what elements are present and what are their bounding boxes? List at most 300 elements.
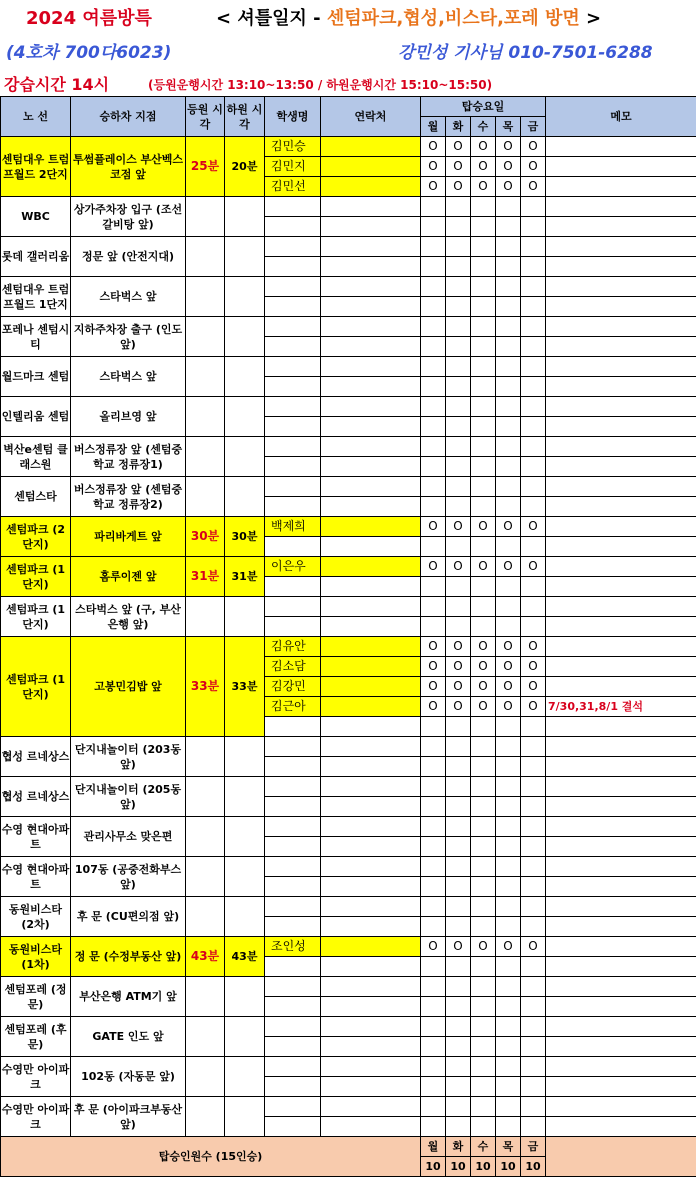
student-name-cell[interactable]: 김소담 <box>265 657 321 677</box>
day-cell <box>421 417 446 437</box>
contact-cell[interactable] <box>321 457 421 477</box>
stop-cell: 부산은행 ATM기 앞 <box>71 977 186 1017</box>
contact-cell[interactable] <box>321 517 421 537</box>
memo-cell[interactable] <box>546 477 696 497</box>
dropoff-time-cell: 30분 <box>225 517 265 557</box>
table-row <box>1 437 696 457</box>
dropoff-time-cell <box>225 277 265 317</box>
day-cell <box>421 757 446 777</box>
day-cell <box>421 617 446 637</box>
day-cell <box>471 757 496 777</box>
day-cell <box>521 997 546 1017</box>
day-cell <box>446 577 471 597</box>
memo-cell[interactable] <box>546 217 696 237</box>
day-cell <box>496 1097 521 1117</box>
student-name-cell[interactable]: 이은우 <box>265 557 321 577</box>
route-cell: 동원비스타 (1차) <box>1 937 71 977</box>
memo-cell[interactable] <box>546 877 696 897</box>
student-name-cell[interactable] <box>265 1077 321 1097</box>
day-cell <box>471 197 496 217</box>
contact-cell[interactable] <box>321 677 421 697</box>
summary-count: 10 <box>471 1157 496 1177</box>
contact-cell[interactable] <box>321 777 421 797</box>
student-name-cell[interactable] <box>265 817 321 837</box>
stop-cell: 고봉민김밥 앞 <box>71 637 186 737</box>
student-name-cell[interactable]: 김민선 <box>265 177 321 197</box>
memo-cell[interactable] <box>546 1017 696 1037</box>
memo-cell[interactable] <box>546 617 696 637</box>
student-name-cell[interactable] <box>265 277 321 297</box>
student-name-cell[interactable] <box>265 377 321 397</box>
day-cell: O <box>521 557 546 577</box>
summary-day: 수 <box>471 1137 496 1157</box>
student-name-cell[interactable] <box>265 497 321 517</box>
day-cell <box>471 897 496 917</box>
dropoff-time-cell <box>225 737 265 777</box>
dropoff-time-cell <box>225 1097 265 1137</box>
student-name-cell[interactable] <box>265 957 321 977</box>
day-cell <box>446 217 471 237</box>
contact-cell[interactable] <box>321 297 421 317</box>
student-name-cell[interactable] <box>265 477 321 497</box>
memo-cell[interactable] <box>546 917 696 937</box>
dropoff-time-cell <box>225 1057 265 1097</box>
contact-cell[interactable] <box>321 1037 421 1057</box>
memo-cell[interactable] <box>546 237 696 257</box>
day-cell <box>496 817 521 837</box>
memo-cell[interactable] <box>546 337 696 357</box>
memo-cell[interactable] <box>546 417 696 437</box>
col-day-fri: 금 <box>521 117 546 137</box>
memo-cell[interactable] <box>546 997 696 1017</box>
student-name-cell[interactable] <box>265 1037 321 1057</box>
day-cell <box>446 237 471 257</box>
contact-cell[interactable] <box>321 537 421 557</box>
student-name-cell[interactable] <box>265 237 321 257</box>
memo-cell[interactable] <box>546 657 696 677</box>
contact-cell[interactable] <box>321 757 421 777</box>
day-cell <box>446 857 471 877</box>
stop-cell: 단지내놀이터 (203동 앞) <box>71 737 186 777</box>
memo-cell[interactable] <box>546 437 696 457</box>
document-header <box>0 0 696 96</box>
contact-cell[interactable] <box>321 237 421 257</box>
student-name-cell[interactable] <box>265 437 321 457</box>
student-name-cell[interactable] <box>265 617 321 637</box>
day-cell <box>446 957 471 977</box>
contact-cell[interactable] <box>321 577 421 597</box>
student-name-cell[interactable] <box>265 417 321 437</box>
contact-cell[interactable] <box>321 477 421 497</box>
contact-cell[interactable] <box>321 1057 421 1077</box>
student-name-cell[interactable] <box>265 577 321 597</box>
day-cell <box>521 257 546 277</box>
memo-cell[interactable] <box>546 1117 696 1137</box>
contact-cell[interactable] <box>321 717 421 737</box>
student-name-cell[interactable] <box>265 537 321 557</box>
memo-cell[interactable] <box>546 817 696 837</box>
day-cell <box>521 757 546 777</box>
contact-cell[interactable] <box>321 1117 421 1137</box>
day-cell <box>446 357 471 377</box>
memo-cell[interactable] <box>546 457 696 477</box>
contact-cell[interactable] <box>321 217 421 237</box>
pickup-time-cell <box>186 357 225 397</box>
route-cell: 롯데 갤러리움 <box>1 237 71 277</box>
contact-cell[interactable] <box>321 917 421 937</box>
day-cell <box>446 277 471 297</box>
dropoff-time-cell <box>225 357 265 397</box>
memo-cell[interactable] <box>546 757 696 777</box>
document-title: 2024 여름방특 <box>26 8 152 29</box>
day-cell <box>521 1117 546 1137</box>
contact-cell[interactable] <box>321 857 421 877</box>
col-memo: 메모 <box>546 97 696 137</box>
contact-cell[interactable] <box>321 977 421 997</box>
memo-cell[interactable] <box>546 717 696 737</box>
day-cell: O <box>471 657 496 677</box>
day-cell <box>446 737 471 757</box>
student-name-cell[interactable] <box>265 757 321 777</box>
day-cell: O <box>446 517 471 537</box>
day-cell <box>471 477 496 497</box>
col-day-mon: 월 <box>421 117 446 137</box>
driver-info: 강민성 기사님 010-7501-6288 <box>398 43 653 63</box>
memo-cell[interactable] <box>546 857 696 877</box>
day-cell <box>521 597 546 617</box>
contact-cell[interactable] <box>321 157 421 177</box>
memo-cell[interactable] <box>546 577 696 597</box>
student-name-cell[interactable]: 김근아 <box>265 697 321 717</box>
day-cell: O <box>496 677 521 697</box>
contact-cell[interactable] <box>321 377 421 397</box>
student-name-cell[interactable] <box>265 917 321 937</box>
dropoff-time-cell: 33분 <box>225 637 265 737</box>
day-cell <box>496 237 521 257</box>
day-cell <box>471 437 496 457</box>
day-cell <box>446 297 471 317</box>
day-cell <box>421 1017 446 1037</box>
table-row <box>1 197 696 217</box>
day-cell <box>446 1117 471 1137</box>
memo-cell[interactable] <box>546 1077 696 1097</box>
memo-cell[interactable] <box>546 277 696 297</box>
memo-cell[interactable] <box>546 497 696 517</box>
route-cell: WBC <box>1 197 71 237</box>
contact-cell[interactable] <box>321 417 421 437</box>
contact-cell[interactable] <box>321 697 421 717</box>
contact-cell[interactable] <box>321 997 421 1017</box>
table-row <box>1 817 696 837</box>
day-cell: O <box>521 657 546 677</box>
day-cell <box>421 397 446 417</box>
summary-memo <box>546 1137 696 1177</box>
day-cell: O <box>471 157 496 177</box>
contact-cell[interactable] <box>321 257 421 277</box>
student-name-cell[interactable]: 백제희 <box>265 517 321 537</box>
day-cell <box>421 877 446 897</box>
day-cell <box>471 497 496 517</box>
student-name-cell[interactable] <box>265 317 321 337</box>
day-cell <box>521 377 546 397</box>
memo-cell[interactable] <box>546 377 696 397</box>
memo-cell[interactable] <box>546 677 696 697</box>
pickup-time-cell: 43분 <box>186 937 225 977</box>
day-cell <box>471 837 496 857</box>
day-cell <box>521 897 546 917</box>
summary-count: 10 <box>496 1157 521 1177</box>
table-row <box>1 597 696 617</box>
contact-cell[interactable] <box>321 177 421 197</box>
memo-cell[interactable] <box>546 357 696 377</box>
day-cell <box>446 837 471 857</box>
student-name-cell[interactable] <box>265 997 321 1017</box>
day-cell <box>446 917 471 937</box>
day-cell: O <box>471 557 496 577</box>
dropoff-time-cell <box>225 397 265 437</box>
day-cell: O <box>496 657 521 677</box>
day-cell <box>421 577 446 597</box>
day-cell <box>471 317 496 337</box>
memo-cell[interactable] <box>546 557 696 577</box>
day-cell <box>521 617 546 637</box>
contact-cell[interactable] <box>321 617 421 637</box>
table-row <box>1 1017 696 1037</box>
memo-cell[interactable] <box>546 317 696 337</box>
shuttle-suffix: > <box>579 8 602 29</box>
student-name-cell[interactable] <box>265 797 321 817</box>
student-name-cell[interactable] <box>265 1117 321 1137</box>
memo-cell[interactable] <box>546 177 696 197</box>
student-name-cell[interactable] <box>265 737 321 757</box>
contact-cell[interactable] <box>321 657 421 677</box>
stop-cell: 정 문 (수정부동산 앞) <box>71 937 186 977</box>
day-cell <box>471 957 496 977</box>
student-name-cell[interactable] <box>265 1017 321 1037</box>
day-cell: O <box>446 157 471 177</box>
contact-cell[interactable] <box>321 557 421 577</box>
day-cell: O <box>471 637 496 657</box>
memo-cell[interactable] <box>546 737 696 757</box>
stop-cell: 후 문 (CU편의점 앞) <box>71 897 186 937</box>
day-cell <box>446 1057 471 1077</box>
memo-cell[interactable] <box>546 977 696 997</box>
day-cell <box>496 337 521 357</box>
day-cell: O <box>471 517 496 537</box>
day-cell: O <box>521 177 546 197</box>
day-cell <box>421 717 446 737</box>
contact-cell[interactable] <box>321 137 421 157</box>
day-cell <box>521 917 546 937</box>
contact-cell[interactable] <box>321 357 421 377</box>
contact-cell[interactable] <box>321 1017 421 1037</box>
day-cell <box>471 1037 496 1057</box>
memo-cell[interactable] <box>546 137 696 157</box>
day-cell <box>496 257 521 277</box>
contact-cell[interactable] <box>321 797 421 817</box>
memo-cell[interactable] <box>546 397 696 417</box>
route-cell: 포레나 센텀시티 <box>1 317 71 357</box>
contact-cell[interactable] <box>321 437 421 457</box>
day-cell <box>496 1017 521 1037</box>
memo-cell[interactable] <box>546 1057 696 1077</box>
student-name-cell[interactable] <box>265 837 321 857</box>
contact-cell[interactable] <box>321 597 421 617</box>
day-cell <box>421 1057 446 1077</box>
table-row <box>1 477 696 497</box>
contact-cell[interactable] <box>321 1097 421 1117</box>
day-cell <box>446 877 471 897</box>
pickup-time-cell <box>186 437 225 477</box>
memo-cell[interactable] <box>546 897 696 917</box>
memo-cell[interactable] <box>546 797 696 817</box>
memo-cell[interactable] <box>546 837 696 857</box>
student-name-cell[interactable] <box>265 1057 321 1077</box>
stop-cell: 관리사무소 맞은편 <box>71 817 186 857</box>
day-cell <box>446 1037 471 1057</box>
route-cell: 센텀파크 (1단지) <box>1 637 71 737</box>
day-cell <box>471 217 496 237</box>
day-cell <box>521 437 546 457</box>
student-name-cell[interactable]: 김민승 <box>265 137 321 157</box>
contact-cell[interactable] <box>321 877 421 897</box>
pickup-time-cell <box>186 597 225 637</box>
memo-cell[interactable] <box>546 157 696 177</box>
contact-cell[interactable] <box>321 897 421 917</box>
day-cell <box>446 1097 471 1117</box>
contact-cell[interactable] <box>321 277 421 297</box>
day-cell <box>496 717 521 737</box>
contact-cell[interactable] <box>321 937 421 957</box>
contact-cell[interactable] <box>321 197 421 217</box>
pickup-time-cell: 31분 <box>186 557 225 597</box>
day-cell: O <box>471 137 496 157</box>
memo-cell[interactable]: 7/30,31,8/1 결석 <box>546 697 696 717</box>
student-name-cell[interactable] <box>265 977 321 997</box>
contact-cell[interactable] <box>321 957 421 977</box>
pickup-time-cell <box>186 1057 225 1097</box>
memo-cell[interactable] <box>546 197 696 217</box>
student-name-cell[interactable] <box>265 717 321 737</box>
memo-cell[interactable] <box>546 1037 696 1057</box>
contact-cell[interactable] <box>321 337 421 357</box>
contact-cell[interactable] <box>321 737 421 757</box>
day-cell <box>496 1117 521 1137</box>
day-cell <box>471 817 496 837</box>
student-name-cell[interactable] <box>265 337 321 357</box>
pickup-time-cell <box>186 197 225 237</box>
student-name-cell[interactable]: 김강민 <box>265 677 321 697</box>
day-cell <box>471 737 496 757</box>
day-cell <box>496 317 521 337</box>
contact-cell[interactable] <box>321 497 421 517</box>
lesson-time: 강습시간 14시 <box>4 75 110 94</box>
day-cell <box>521 317 546 337</box>
memo-cell[interactable] <box>546 637 696 657</box>
memo-cell[interactable] <box>546 937 696 957</box>
day-cell <box>496 737 521 757</box>
student-name-cell[interactable]: 김유안 <box>265 637 321 657</box>
student-name-cell[interactable]: 김민지 <box>265 157 321 177</box>
memo-cell[interactable] <box>546 517 696 537</box>
day-cell: O <box>496 637 521 657</box>
day-cell <box>446 1017 471 1037</box>
day-cell <box>471 1077 496 1097</box>
contact-cell[interactable] <box>321 317 421 337</box>
contact-cell[interactable] <box>321 1077 421 1097</box>
student-name-cell[interactable] <box>265 397 321 417</box>
pickup-time-cell <box>186 397 225 437</box>
day-cell <box>446 417 471 437</box>
pickup-time-cell <box>186 897 225 937</box>
student-name-cell[interactable]: 조인성 <box>265 937 321 957</box>
memo-cell[interactable] <box>546 297 696 317</box>
day-cell <box>421 477 446 497</box>
student-name-cell[interactable] <box>265 857 321 877</box>
day-cell <box>446 977 471 997</box>
pickup-time-cell <box>186 237 225 277</box>
memo-cell[interactable] <box>546 597 696 617</box>
day-cell <box>521 1017 546 1037</box>
stop-cell: 스타벅스 앞 <box>71 357 186 397</box>
memo-cell[interactable] <box>546 1097 696 1117</box>
student-name-cell[interactable] <box>265 297 321 317</box>
student-name-cell[interactable] <box>265 777 321 797</box>
day-cell <box>496 1057 521 1077</box>
memo-cell[interactable] <box>546 777 696 797</box>
day-cell <box>521 717 546 737</box>
memo-cell[interactable] <box>546 537 696 557</box>
student-name-cell[interactable] <box>265 257 321 277</box>
day-cell <box>521 577 546 597</box>
day-cell <box>521 977 546 997</box>
contact-cell[interactable] <box>321 397 421 417</box>
student-name-cell[interactable] <box>265 457 321 477</box>
summary-count: 10 <box>446 1157 471 1177</box>
student-name-cell[interactable] <box>265 357 321 377</box>
route-cell: 센텀포레 (정문) <box>1 977 71 1017</box>
day-cell: O <box>446 937 471 957</box>
contact-cell[interactable] <box>321 637 421 657</box>
route-cell: 센텀대우 트럼프월드 1단지 <box>1 277 71 317</box>
day-cell: O <box>496 697 521 717</box>
day-cell <box>471 457 496 477</box>
day-cell <box>496 217 521 237</box>
student-name-cell[interactable] <box>265 217 321 237</box>
day-cell: O <box>496 157 521 177</box>
day-cell <box>446 317 471 337</box>
memo-cell[interactable] <box>546 257 696 277</box>
day-cell <box>521 197 546 217</box>
student-name-cell[interactable] <box>265 897 321 917</box>
table-header-row <box>1 97 696 117</box>
student-name-cell[interactable] <box>265 1097 321 1117</box>
day-cell <box>521 877 546 897</box>
table-row <box>1 977 696 997</box>
student-name-cell[interactable] <box>265 877 321 897</box>
contact-cell[interactable] <box>321 837 421 857</box>
student-name-cell[interactable] <box>265 597 321 617</box>
day-cell <box>471 377 496 397</box>
route-cell: 벽산e센텀 클래스원 <box>1 437 71 477</box>
day-cell: O <box>446 177 471 197</box>
contact-cell[interactable] <box>321 817 421 837</box>
route-cell: 센텀파크 (2단지) <box>1 517 71 557</box>
day-cell: O <box>421 177 446 197</box>
dropoff-time-cell <box>225 597 265 637</box>
memo-cell[interactable] <box>546 957 696 977</box>
student-name-cell[interactable] <box>265 197 321 217</box>
